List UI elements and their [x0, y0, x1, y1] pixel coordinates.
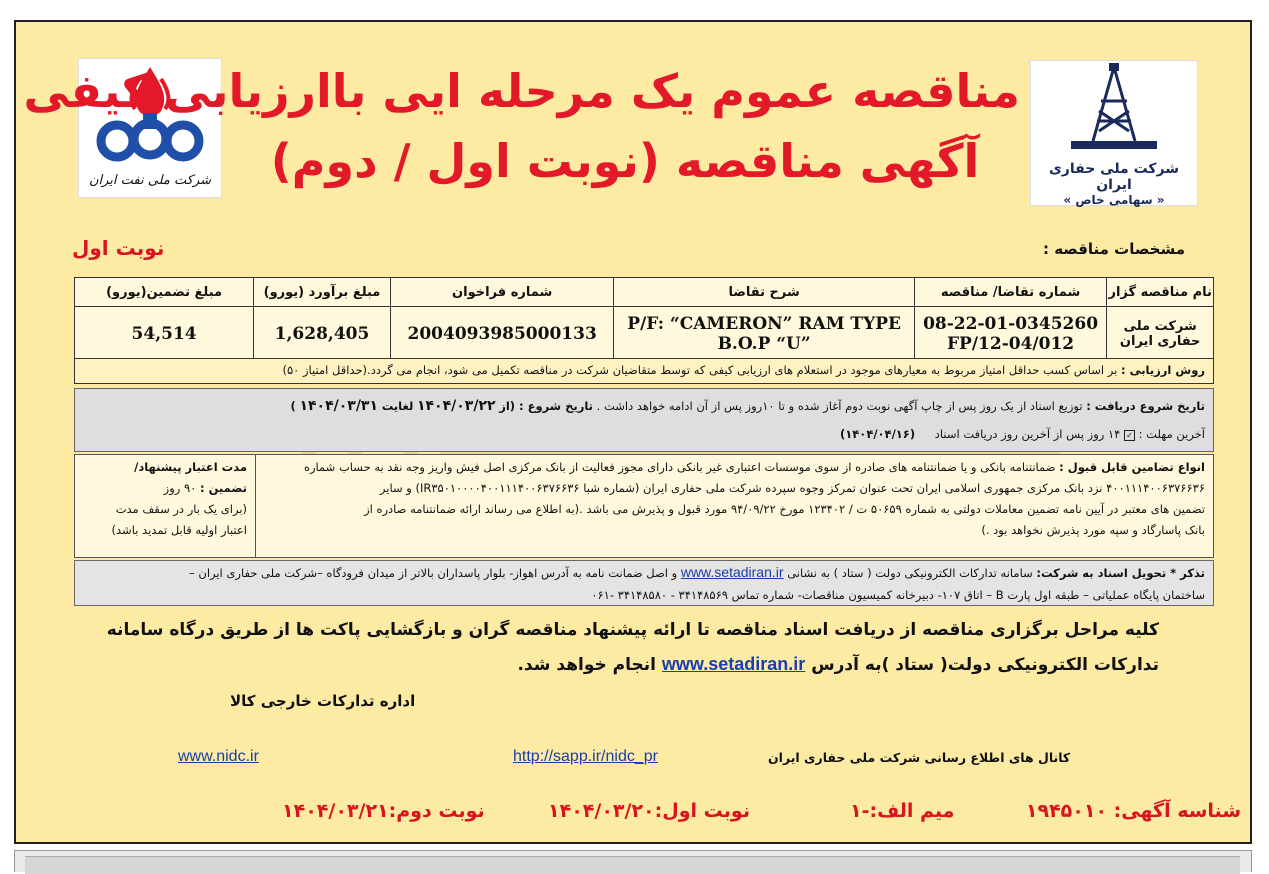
- footer-second-round: نوبت دوم:۱۴۰۴/۰۳/۲۱: [282, 800, 485, 822]
- department-name: اداره تدارکات خارجی کالا: [230, 692, 416, 710]
- header-organizer: نام مناقصه گزار: [1107, 278, 1214, 307]
- validity-label: [83, 457, 247, 478]
- tender-specs-table: [74, 277, 1214, 362]
- main-para-line2a: تدارکات الکترونیکی دولت( ستاد )به آدرس: [811, 655, 1159, 675]
- nidc-logo-name: شرکت ملی حفاری ایران: [1048, 161, 1180, 193]
- channels-label: کانال های اطلاع رسانی شرکت ملی حفاری ایران: [768, 750, 1071, 765]
- bottom-bar-inner: [25, 856, 1240, 874]
- cell-description: [614, 307, 914, 362]
- sapp-link[interactable]: http://sapp.ir/nidc_pr: [513, 748, 658, 765]
- table-header-row: [75, 278, 1214, 307]
- table-row: [75, 307, 1214, 362]
- note-line1: [83, 561, 1205, 584]
- nidc-logo: [1030, 60, 1198, 206]
- cell-estimate: 1,628,405: [254, 307, 391, 362]
- validity-note1: (برای یک بار در سقف مدت: [115, 502, 247, 516]
- main-para-line1: کلیه مراحل برگزاری مناقصه از دریافت اسناد مناقصه تا ارائه پیشنهاد مناقصه گران و بازگشایی پاکت ها از طریق درگاه سامانه: [106, 620, 1159, 640]
- delivery-note: [74, 560, 1214, 606]
- dates-section: [74, 388, 1214, 452]
- ad-title-line2: آگهی مناقصه (نوبت اول / دوم): [270, 134, 980, 188]
- until-label: لغایت: [381, 399, 414, 413]
- evaluation-method: [74, 358, 1214, 384]
- nidc-link[interactable]: www.nidc.ir: [178, 748, 259, 765]
- note-text1b: و اصل ضمانت نامه به آدرس اهواز- بلوار پاسداران بالاتر از میدان فرودگاه –شرکت ملی حفاری ایران –: [188, 566, 678, 580]
- checkbox-icon: ✓: [1124, 430, 1135, 441]
- footer-mim: میم الف:-۱: [850, 800, 955, 822]
- start-label: تاریخ شروع دریافت :: [1086, 399, 1205, 413]
- top-strip: [0, 0, 1269, 16]
- guarantee-line4: بانک پاسارگاد و سپه مورد پذیرش نخواهد بود .): [981, 523, 1205, 537]
- nidc-logo-subname: « سهامی خاص »: [1063, 193, 1165, 207]
- header-request-no: شماره تقاضا/ مناقصه: [914, 278, 1107, 307]
- note-text1a: سامانه تدارکات الکترونیکی دولت ( ستاد ) به نشانی: [787, 566, 1033, 580]
- header-guarantee: مبلغ تضمین(یورو): [75, 278, 254, 307]
- start-date-label: تاریخ شروع : (از: [499, 399, 593, 413]
- validity-box: [74, 454, 256, 558]
- main-para-line2: [99, 654, 1159, 675]
- setadiran-link-main[interactable]: www.setadiran.ir: [661, 654, 806, 674]
- nioc-logo-caption: شرکت ملی نفت ایران: [88, 173, 212, 188]
- validity-label2: تضمین :: [199, 481, 247, 495]
- header-call-no: شماره فراخوان: [390, 278, 614, 307]
- organizer-line2: حفاری ایران: [1119, 334, 1201, 349]
- evaluation-label: روش ارزیابی :: [1120, 363, 1205, 377]
- specs-label: مشخصات مناقصه :: [1042, 240, 1185, 258]
- dates-start-line: [83, 395, 1205, 417]
- drilling-rig-icon: [1031, 61, 1197, 161]
- validity-label-text: مدت اعتبار پیشنهاد/: [134, 460, 247, 474]
- cell-guarantee: 54,514: [75, 307, 254, 362]
- main-para-line2b: انجام خواهد شد.: [517, 655, 656, 675]
- deadline-date: (۱۴۰۴/۰۴/۱۶): [840, 427, 916, 441]
- footer-ad-id: شناسه آگهی: ۱۹۴۵۰۱۰: [1025, 800, 1241, 822]
- setadiran-link[interactable]: www.setadiran.ir: [680, 564, 784, 580]
- validity-note2: اعتبار اولیه قابل تمدید باشد): [111, 523, 247, 537]
- note-line2: ساختمان پایگاه عملیاتی – طبقه اول پارت B – اتاق ۱۰۷- دبیرخانه کمیسیون مناقصات- شماره تماس ۳۴۱۴۸۵۶۹ - ۳۴۱۴۸۵۸۰ -۰۶۱: [591, 588, 1205, 602]
- deadline-text: ۱۴ روز پس از آخرین روز دریافت اسناد: [934, 427, 1121, 441]
- validity-value-line: [83, 478, 247, 499]
- header-estimate: مبلغ برآورد (یورو): [254, 278, 391, 307]
- validity-value: ۹۰ روز: [163, 481, 197, 495]
- request-no-line1: 08-22-01-0345260: [923, 314, 1099, 334]
- footer-first-round: نوبت اول:۱۴۰۴/۰۳/۲۰: [548, 800, 750, 822]
- guarantee-line1-text: ضمانتنامه بانکی و یا ضمانتنامه های صادره از سوی موسسات اعتباری غیر بانکی دارای مجوز فعالیت از بانک مرکزی اصل فیش واریز وجه نقد به حساب شماره: [303, 460, 1056, 474]
- deadline-label: آخرین مهلت :: [1138, 427, 1205, 441]
- bottom-bar: [14, 850, 1252, 872]
- close-paren: ): [290, 399, 296, 413]
- guarantee-label: انواع تضامین قابل قبول :: [1059, 460, 1205, 474]
- guarantee-line3: تضمین های معتبر در آیین نامه تضمین معاملات دولتی به شماره ۵۰۶۵۹ ت / ۱۲۳۴۰۲ مورخ ۹۴/۰۹/۲۲ مورد قبول و پذیرش می باشد .(به اطلاع می رساند ارائه ضمانتنامه صادره از: [364, 502, 1205, 516]
- desc-line1: P/F: “CAMERON” RAM TYPE: [627, 314, 901, 334]
- request-no-line2: FP/12-04/012: [946, 334, 1075, 354]
- guarantee-line2: ۴۰۰۱۱۱۴۰۰۶۳۷۶۶۳۶ نزد بانک مرکزی جمهوری اسلامی ایران تحت عنوان تمرکز وجوه سپرده شرکت ملی حفاری ایران (شماره شبا IR۳۵۰۱۰۰۰۰۴۰۰۱۱۱۴۰۰۶۳۷۶۶۳۶) و سایر: [379, 481, 1205, 495]
- guarantee-types: [256, 454, 1214, 558]
- ad-title-line1: مناقصه عموم یک مرحله ایی باارزیابی کیفی: [23, 64, 1020, 118]
- round-label: نوبت اول: [72, 236, 165, 260]
- note-label: تذکر * تحویل اسناد به شرکت:: [1036, 566, 1205, 580]
- organizer-line1: شرکت ملی: [1123, 319, 1197, 334]
- header-description: شرح تقاضا: [614, 278, 914, 307]
- cell-organizer: [1107, 307, 1214, 362]
- start-text: توزیع اسناد از یک روز پس از چاپ آگهی نوبت دوم آغاز شده و تا ۱۰روز پس از آن ادامه خواهد داشت .: [596, 399, 1083, 413]
- end-date: ۱۴۰۴/۰۳/۳۱: [299, 398, 379, 414]
- evaluation-text: بر اساس کسب حداقل امتیاز مربوط به معیارهای موجود در استعلام های ارزیابی کیفی که توسط متقاضیان شرکت در مناقصه تکمیل می شود، انجام می گردد.(حداقل امتیاز ۵۰): [282, 363, 1118, 377]
- start-date: ۱۴۰۴/۰۳/۲۲: [416, 398, 496, 414]
- deadline-line: [83, 423, 1205, 445]
- cell-request-no: [914, 307, 1107, 362]
- desc-line2: B.O.P “U”: [717, 334, 811, 354]
- guarantee-line1: [264, 457, 1205, 478]
- cell-call-no: 2004093985000133: [390, 307, 614, 362]
